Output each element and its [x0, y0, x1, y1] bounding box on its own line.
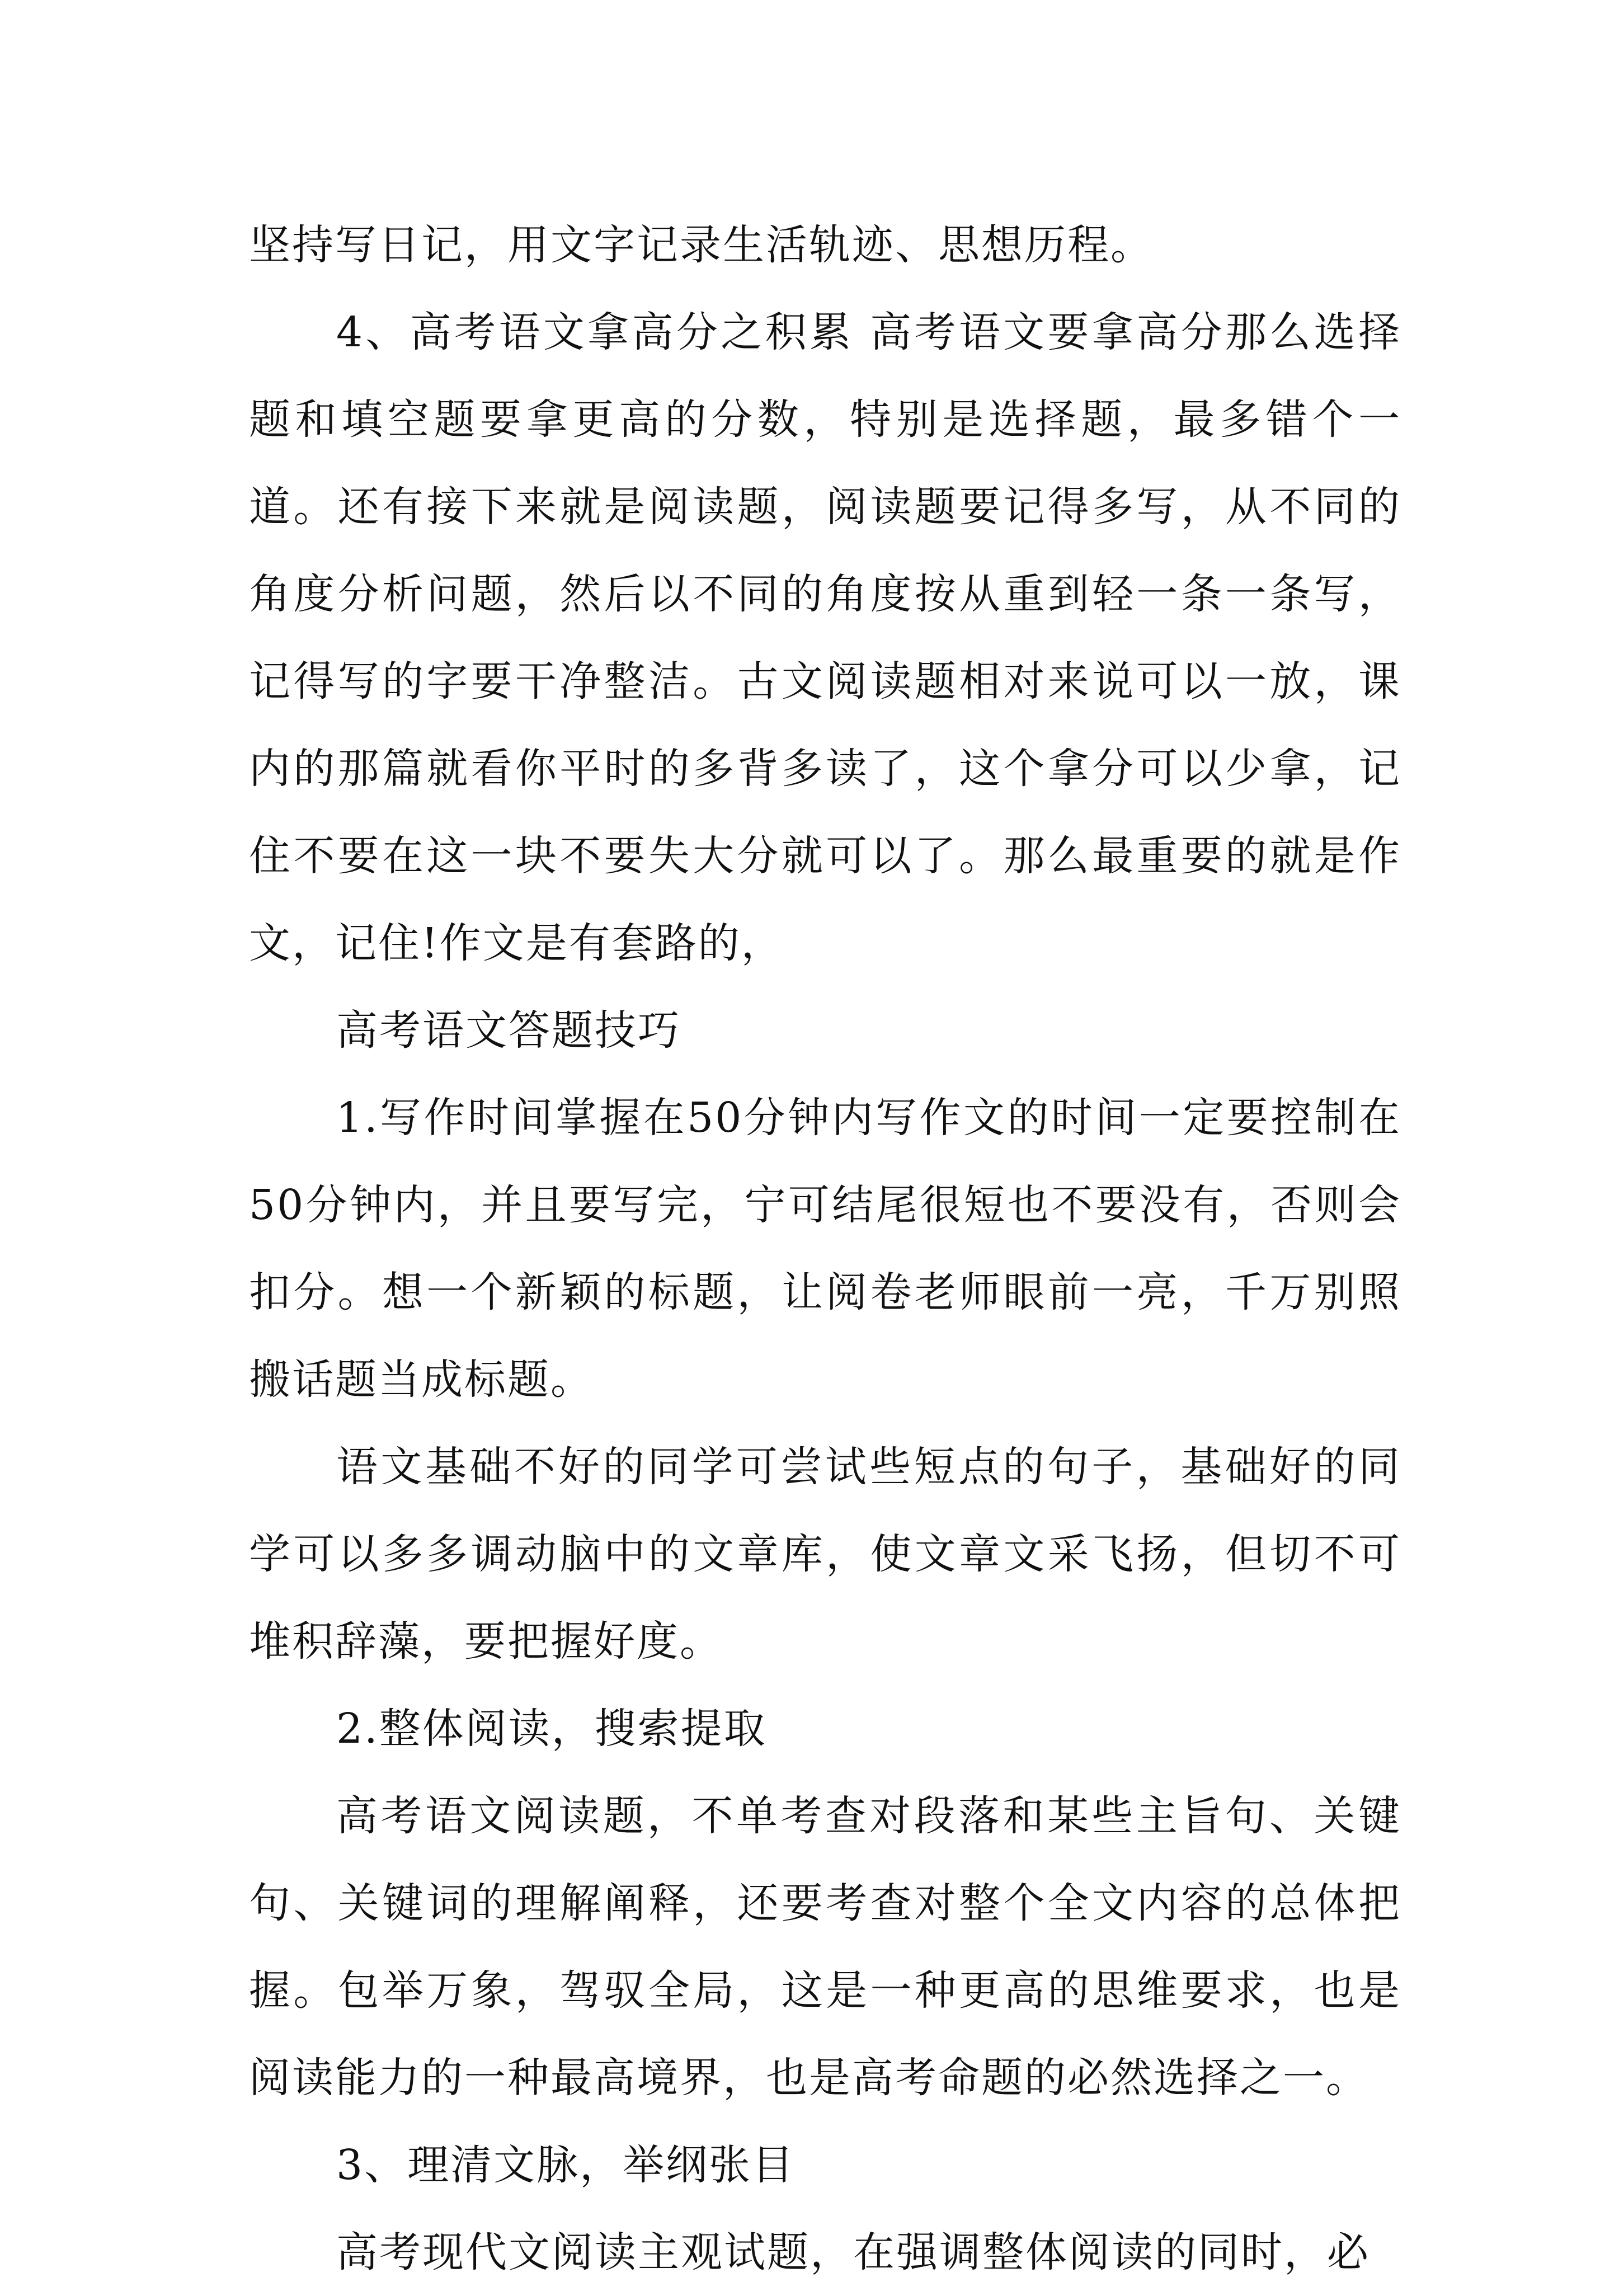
paragraph-accumulation: 4、高考语文拿高分之积累 高考语文要拿高分那么选择题和填空题要拿更高的分数，特别是选择题，最多错个一道。还有接下来就是阅读题，阅读题要记得多写，从不同的角度分析问题，然后以不同的角度按从重到轻一条一条写，记得写的字要干净整洁。古文阅读题相对来说可以一放，课内的那篇就看你平时的多背多读了，这个拿分可以少拿，记住不要在这一块不要失大分就可以了。那么最重要的就是作文，记住!作文是有套路的，	[249, 308, 1401, 967]
section-heading-answer-tips: 高考语文答题技巧	[336, 1006, 681, 1055]
subheading-text-structure: 3、理清文脉，举纲张目	[336, 2141, 796, 2189]
paragraph-modern-reading: 高考现代文阅读主观试题，在强调整体阅读的同时，必	[336, 2228, 1370, 2276]
document-body	[249, 201, 1401, 2296]
paragraph-language-basics: 语文基础不好的同学可尝试些短点的句子，基础好的同学可以多多调动脑中的文章库，使文章文采飞扬，但切不可堆积辞藻，要把握好度。	[249, 1443, 1401, 1665]
paragraph-diary: 坚持写日记，用文字记录生活轨迹、思想历程。	[249, 221, 1154, 269]
paragraph-writing-time: 1.写作时间掌握在50分钟内写作文的时间一定要控制在50分钟内，并且要写完，宁可结尾很短也不要没有，否则会扣分。想一个新颖的标题，让阅卷老师眼前一亮，千万别照搬话题当成标题。	[249, 1094, 1401, 1404]
paragraph-reading-questions: 高考语文阅读题，不单考查对段落和某些主旨句、关键句、关键词的理解阐释，还要考查对整个全文内容的总体把握。包举万象，驾驭全局，这是一种更高的思维要求，也是阅读能力的一种最高境界，也是高考命题的必然选择之一。	[249, 1792, 1401, 2102]
subheading-overall-reading: 2.整体阅读，搜索提取	[336, 1705, 767, 1753]
